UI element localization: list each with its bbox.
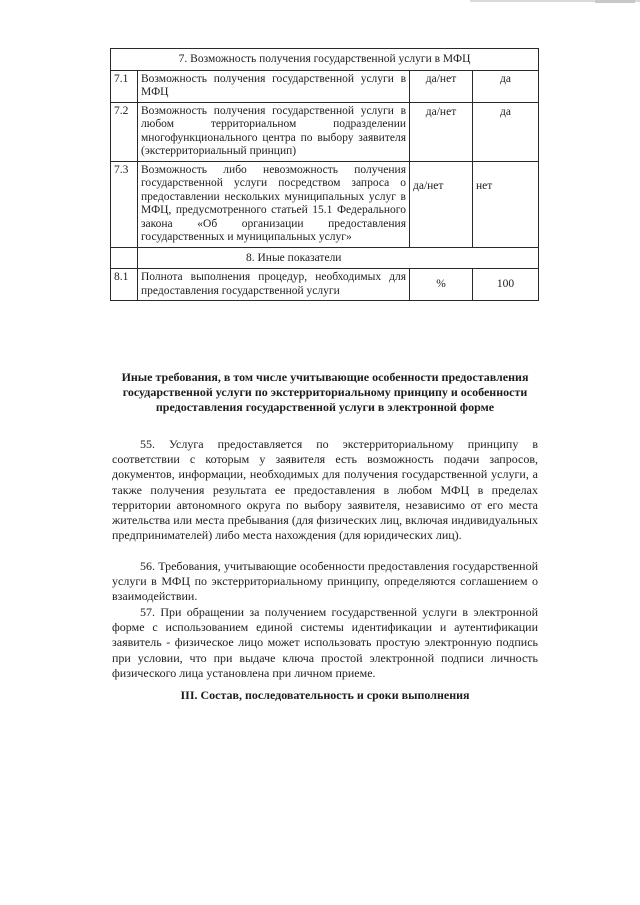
section-8-header-row: [111, 247, 539, 269]
row-unit: да/нет: [410, 102, 473, 161]
row-description: Возможность либо невозможность получения государственной услуги посредством запроса о предоставлении нескольких муниципальных услуг в МФЦ, предусмотренного статьей 15.1 Федерального закона «Об организации предоставления государственных и муниципальных услуг»: [138, 161, 410, 247]
indicators-table: [110, 48, 539, 301]
row-description: Полнота выполнения процедур, необходимых для предоставления государственной услуги: [138, 269, 410, 301]
row-value: нет: [473, 161, 539, 247]
section-3-heading: III. Состав, последовательность и сроки выполнения: [180, 688, 470, 702]
row-value: 100: [473, 269, 539, 301]
paragraph-57: 57. При обращении за получением государственной услуги в электронной форме с использованием единой системы идентификации и аутентификации заявитель - физическое лицо может использовать простую электронную подпись при условии, что при выдаче ключа простой электронной подписи личность физического лица установлена при личном приеме.: [112, 605, 538, 680]
row-number: 7.3: [111, 161, 138, 247]
row-number: 7.1: [111, 70, 138, 102]
scan-edge-mark-dark: [595, 0, 635, 3]
table-row-7-2: [111, 102, 539, 161]
row-number: 7.2: [111, 102, 138, 161]
row-description: Возможность получения государственной услуги в МФЦ: [138, 70, 410, 102]
row-value: да: [473, 102, 539, 161]
section-7-title: 7. Возможность получения государственной услуги в МФЦ: [111, 49, 539, 71]
empty-cell: [111, 247, 138, 269]
table-row-8-1: [111, 269, 539, 301]
row-description: Возможность получения государственной услуги в любом территориальном подразделении многофункционального центра по выбору заявителя (экстерриториальный принцип): [138, 102, 410, 161]
paragraph-55: 55. Услуга предоставляется по экстерриториальному принципу в соответствии с которым у заявителя есть возможность подачи запросов, документов, информации, необходимых для получения государственной услуги, а также получения результата ее предоставления в любом МФЦ в пределах территории автономного округа по выбору заявителя, независимо от его места жительства или места пребывания (для физических лиц, включая индивидуальных предпринимателей) либо места нахождения (для юридических лиц).: [112, 437, 538, 543]
row-value: да: [473, 70, 539, 102]
section-7-header-row: [111, 49, 539, 71]
table-row-7-1: [111, 70, 539, 102]
row-unit: да/нет: [410, 161, 473, 247]
requirements-heading: Иные требования, в том числе учитывающие особенности предоставления государственной услуги по экстерриториальному принципу и особенности предоставления государственной услуги в электронной форме: [121, 370, 529, 414]
paragraph-56: 56. Требования, учитывающие особенности предоставления государственной услуги в МФЦ по экстерриториальному принципу, определяются соглашением о взаимодействии.: [112, 559, 538, 604]
row-unit: да/нет: [410, 70, 473, 102]
row-number: 8.1: [111, 269, 138, 301]
table-row-7-3: [111, 161, 539, 247]
row-unit: %: [410, 269, 473, 301]
section-8-title: 8. Иные показатели: [138, 247, 539, 269]
